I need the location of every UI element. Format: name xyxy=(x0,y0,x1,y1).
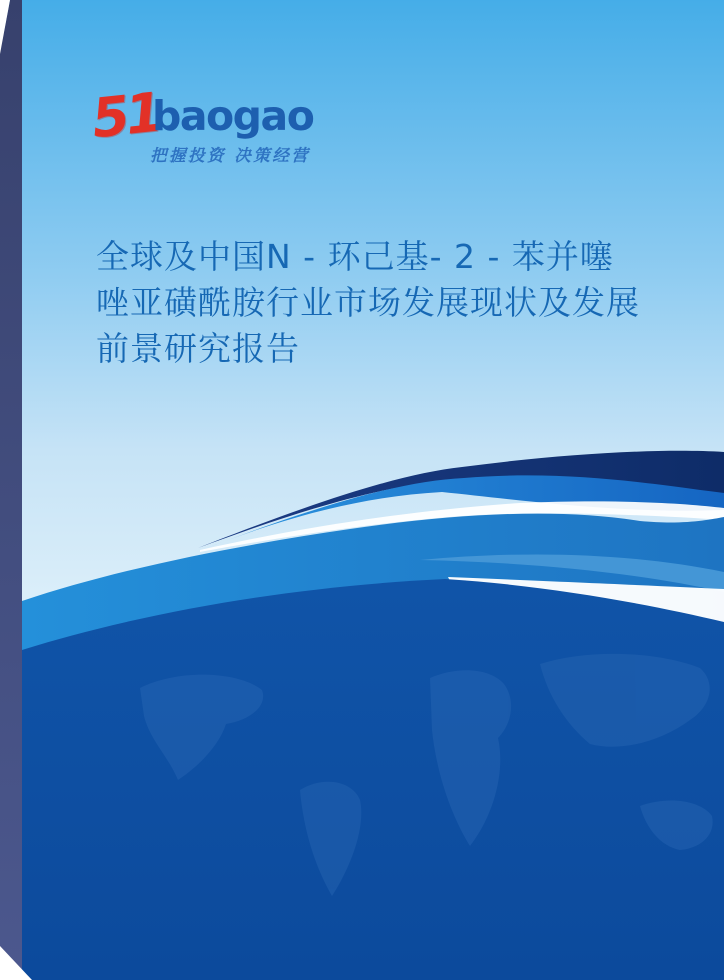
wave-royal-mass xyxy=(22,579,724,980)
logo-tagline: 把握投资 决策经营 xyxy=(150,146,311,165)
left-edge-bar xyxy=(0,0,22,980)
report-title xyxy=(96,234,696,372)
report-title-line-3: 前景研究报告 xyxy=(96,329,300,368)
logo xyxy=(88,80,350,151)
logo-51-mark: 51 xyxy=(88,80,163,151)
logo-baogao-text: baogao xyxy=(152,92,314,140)
report-title-line-1: 全球及中国N - 环己基- 2 - 苯并噻 xyxy=(96,237,614,276)
report-title-line-2: 唑亚磺酰胺行业市场发展现状及发展 xyxy=(96,283,640,322)
